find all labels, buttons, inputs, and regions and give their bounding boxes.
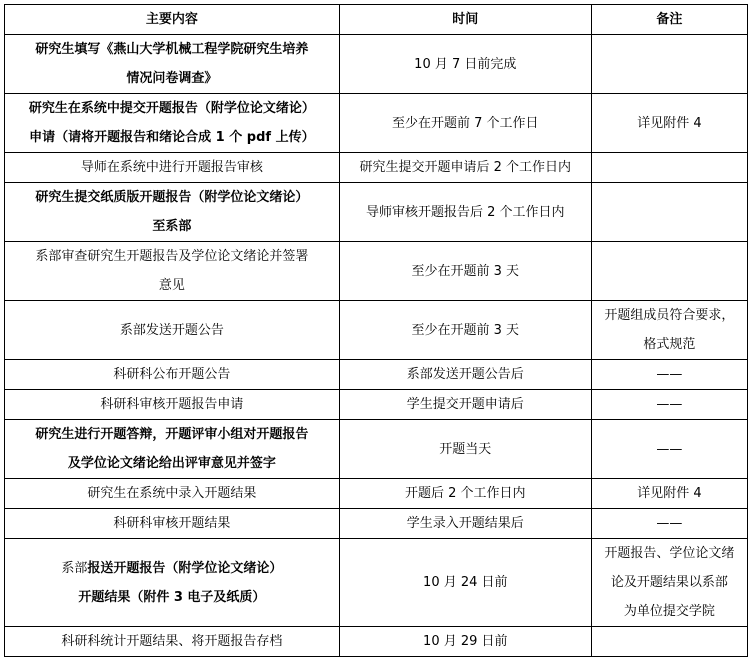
table-row bbox=[5, 539, 748, 627]
note-cell bbox=[591, 153, 747, 183]
content-cell bbox=[5, 509, 340, 539]
time-cell: 10 月 29 日前 bbox=[339, 627, 591, 657]
content-cell bbox=[5, 479, 340, 509]
time-cell: 至少在开题前 3 天 bbox=[339, 301, 591, 360]
time-cell: 导师审核开题报告后 2 个工作日内 bbox=[339, 183, 591, 242]
note-line: 详见附件 4 bbox=[637, 115, 702, 131]
note-line: —— bbox=[656, 516, 683, 531]
time-cell: 至少在开题前 7 个工作日 bbox=[339, 94, 591, 153]
content-line: 系部发送开题公告 bbox=[119, 322, 224, 338]
table-row bbox=[5, 94, 748, 153]
time-cell: 研究生提交开题申请后 2 个工作日内 bbox=[339, 153, 591, 183]
content-line: 科研科审核开题结果 bbox=[113, 516, 231, 531]
time-cell: 开题后 2 个工作日内 bbox=[339, 479, 591, 509]
note-line: 开题报告、学位论文绪 bbox=[604, 546, 735, 561]
table-row bbox=[5, 183, 748, 242]
content-cell bbox=[5, 35, 340, 94]
time-cell: 系部发送开题公告后 bbox=[339, 360, 591, 390]
note-cell bbox=[591, 479, 747, 509]
note-cell bbox=[591, 539, 747, 627]
table-row bbox=[5, 301, 748, 360]
content-line: 申请（请将开题报告和绪论合成 1 个 pdf 上传） bbox=[29, 130, 315, 145]
content-line: 研究生提交纸质版开题报告（附学位论文绪论） bbox=[35, 190, 309, 205]
note-cell bbox=[591, 94, 747, 153]
note-line: 详见附件 4 bbox=[637, 486, 702, 501]
schedule-table bbox=[4, 4, 748, 657]
content-line: 至系部 bbox=[152, 219, 192, 234]
note-cell bbox=[591, 242, 747, 301]
note-line: —— bbox=[656, 441, 683, 457]
note-cell bbox=[591, 509, 747, 539]
content-line: 研究生进行开题答辩，开题评审小组对开题报告 bbox=[35, 427, 309, 442]
content-cell bbox=[5, 360, 340, 390]
note-cell bbox=[591, 183, 747, 242]
content-cell bbox=[5, 94, 340, 153]
table-row bbox=[5, 360, 748, 390]
note-cell bbox=[591, 360, 747, 390]
header-content: 主要内容 bbox=[5, 5, 340, 35]
content-line: 系部审查研究生开题报告及学位论文绪论并签署 bbox=[35, 249, 309, 264]
content-line: 研究生在系统中提交开题报告（附学位论文绪论） bbox=[28, 101, 315, 116]
note-line: —— bbox=[656, 397, 683, 412]
header-row bbox=[5, 5, 748, 35]
note-line: —— bbox=[656, 367, 683, 382]
table-row bbox=[5, 390, 748, 420]
content-line: 意见 bbox=[158, 278, 185, 293]
content-line: 系部报送开题报告（附学位论文绪论） bbox=[61, 560, 283, 576]
content-cell bbox=[5, 153, 340, 183]
table-row bbox=[5, 509, 748, 539]
content-line: 导师在系统中进行开题报告审核 bbox=[80, 160, 263, 175]
table-row bbox=[5, 627, 748, 657]
content-cell bbox=[5, 539, 340, 627]
content-line: 情况问卷调查》 bbox=[126, 71, 218, 86]
content-line: 科研科公布开题公告 bbox=[113, 367, 231, 382]
content-line: 开题结果（附件 3 电子及纸质） bbox=[78, 589, 266, 605]
content-cell bbox=[5, 301, 340, 360]
time-cell: 至少在开题前 3 天 bbox=[339, 242, 591, 301]
content-line: 科研科统计开题结果、将开题报告存档 bbox=[61, 634, 283, 649]
note-line: 格式规范 bbox=[643, 337, 696, 352]
content-line: 科研科审核开题报告申请 bbox=[100, 397, 244, 412]
table-row bbox=[5, 153, 748, 183]
content-cell bbox=[5, 627, 340, 657]
note-line: 开题组成员符合要求， bbox=[604, 308, 735, 323]
table-row bbox=[5, 479, 748, 509]
time-cell: 10 月 7 日前完成 bbox=[339, 35, 591, 94]
time-cell: 学生提交开题申请后 bbox=[339, 390, 591, 420]
time-cell: 学生录入开题结果后 bbox=[339, 509, 591, 539]
note-line: 为单位提交学院 bbox=[623, 604, 715, 619]
note-cell bbox=[591, 627, 747, 657]
note-cell bbox=[591, 390, 747, 420]
note-cell bbox=[591, 420, 747, 479]
time-cell: 10 月 24 日前 bbox=[339, 539, 591, 627]
content-cell bbox=[5, 390, 340, 420]
note-line: 论及开题结果以系部 bbox=[610, 575, 728, 590]
content-line: 研究生填写《燕山大学机械工程学院研究生培养 bbox=[35, 42, 309, 57]
content-line: 及学位论文绪论给出评审意见并签字 bbox=[67, 456, 276, 471]
content-cell bbox=[5, 420, 340, 479]
note-cell bbox=[591, 301, 747, 360]
table-row bbox=[5, 420, 748, 479]
table-row bbox=[5, 242, 748, 301]
time-cell: 开题当天 bbox=[339, 420, 591, 479]
table-row bbox=[5, 35, 748, 94]
content-cell bbox=[5, 183, 340, 242]
note-cell bbox=[591, 35, 747, 94]
content-cell bbox=[5, 242, 340, 301]
header-time: 时间 bbox=[339, 5, 591, 35]
header-note: 备注 bbox=[591, 5, 747, 35]
content-line: 研究生在系统中录入开题结果 bbox=[87, 486, 257, 501]
